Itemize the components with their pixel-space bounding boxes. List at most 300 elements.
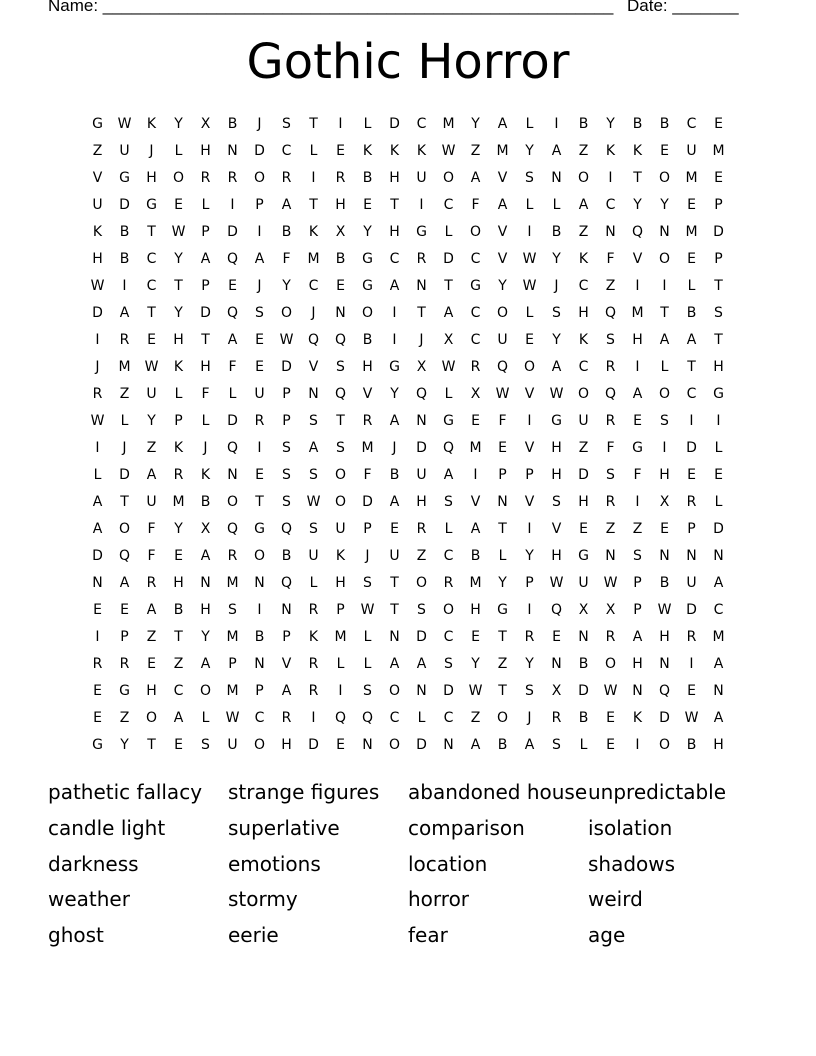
grid-letter: B (389, 467, 400, 483)
grid-letter: D (686, 440, 697, 456)
grid-letter: D (578, 683, 589, 699)
grid-letter: S (363, 683, 372, 699)
grid-letter: Y (390, 386, 399, 402)
grid-letter: J (203, 440, 208, 456)
grid-letter: M (118, 359, 131, 375)
grid-letter: K (335, 548, 346, 564)
grid-letter: B (362, 332, 373, 348)
grid-letter: Z (578, 143, 589, 159)
grid-letter: G (92, 116, 103, 132)
grid-letter: D (443, 683, 454, 699)
grid-letter: T (498, 629, 507, 645)
grid-letter: J (365, 548, 370, 564)
grid-letter: S (714, 305, 723, 321)
grid-letter: Q (550, 602, 563, 618)
grid-letter: K (632, 143, 643, 159)
grid-letter: V (551, 521, 562, 537)
grid-letter: E (606, 710, 615, 726)
grid-row (84, 381, 732, 408)
grid-letter: P (201, 224, 210, 240)
grid-letter: I (230, 197, 235, 213)
grid-letter: H (335, 197, 346, 213)
grid-letter: V (497, 170, 508, 186)
grid-letter: Q (334, 710, 347, 726)
grid-letter: D (686, 602, 697, 618)
grid-letter: O (361, 305, 374, 321)
grid-letter: A (686, 332, 697, 348)
grid-letter: U (686, 143, 697, 159)
grid-letter: A (308, 440, 319, 456)
grid-letter: N (659, 548, 670, 564)
grid-row (84, 435, 732, 462)
grid-letter: T (120, 494, 129, 510)
grid-letter: P (255, 683, 264, 699)
grid-letter: D (92, 548, 103, 564)
grid-letter: M (361, 440, 374, 456)
grid-row (84, 705, 732, 732)
grid-letter: C (443, 710, 454, 726)
grid-letter: E (687, 251, 696, 267)
grid-letter: S (201, 737, 210, 753)
name-field-label: Name: ______________________________________________________ (48, 0, 614, 15)
grid-letter: E (498, 440, 507, 456)
grid-letter: E (714, 170, 723, 186)
grid-letter: Y (201, 629, 210, 645)
grid-letter: B (497, 737, 508, 753)
grid-letter: A (389, 413, 400, 429)
grid-letter: T (498, 521, 507, 537)
grid-letter: S (282, 467, 291, 483)
grid-letter: B (227, 116, 238, 132)
word-list-item: shadows (588, 851, 676, 876)
grid-letter: N (227, 467, 238, 483)
grid-letter: D (713, 521, 724, 537)
grid-letter: A (497, 197, 508, 213)
grid-row (84, 597, 732, 624)
word-list-item: ghost (48, 923, 104, 948)
grid-letter: H (92, 251, 103, 267)
grid-letter: R (605, 413, 616, 429)
grid-letter: O (469, 224, 482, 240)
grid-letter: Q (118, 548, 131, 564)
grid-letter: N (227, 143, 238, 159)
grid-letter: P (363, 521, 372, 537)
grid-letter: X (416, 359, 427, 375)
grid-letter: D (443, 251, 454, 267)
grid-letter: Y (282, 278, 291, 294)
grid-letter: G (497, 602, 508, 618)
grid-row (84, 408, 732, 435)
grid-letter: L (444, 521, 453, 537)
grid-letter: L (525, 116, 534, 132)
grid-letter: U (308, 548, 319, 564)
word-list-item: strange figures (228, 780, 380, 804)
grid-letter: F (363, 467, 372, 483)
grid-row (84, 651, 732, 678)
grid-letter: C (146, 278, 157, 294)
grid-letter: Y (471, 116, 480, 132)
grid-letter: E (579, 521, 588, 537)
grid-letter: B (281, 548, 292, 564)
grid-letter: U (227, 737, 238, 753)
grid-letter: H (389, 224, 400, 240)
grid-letter: S (336, 359, 345, 375)
grid-letter: K (605, 143, 616, 159)
grid-letter: A (713, 656, 724, 672)
grid-letter: B (335, 251, 346, 267)
grid-letter: Y (174, 251, 183, 267)
grid-letter: E (147, 656, 156, 672)
grid-letter: B (578, 656, 589, 672)
grid-letter: K (92, 224, 103, 240)
grid-letter: S (282, 494, 291, 510)
grid-letter: E (687, 683, 696, 699)
grid-letter: B (659, 575, 670, 591)
grid-letter: F (147, 521, 156, 537)
grid-letter: T (390, 602, 399, 618)
word-list-item: comparison (408, 815, 525, 840)
grid-letter: V (362, 386, 373, 402)
grid-letter: H (551, 548, 562, 564)
grid-letter: I (716, 413, 721, 429)
grid-letter: O (199, 683, 212, 699)
grid-letter: R (335, 170, 346, 186)
grid-letter: P (336, 602, 345, 618)
word-list-item: pathetic fallacy (48, 780, 203, 804)
grid-letter: M (469, 440, 482, 456)
grid-letter: A (389, 494, 400, 510)
word-search-grid (84, 111, 732, 759)
grid-letter: A (497, 116, 508, 132)
grid-letter: Q (280, 575, 293, 591)
grid-letter: M (226, 683, 239, 699)
grid-letter: O (604, 656, 617, 672)
grid-letter: S (228, 602, 237, 618)
grid-letter: E (228, 278, 237, 294)
grid-letter: U (389, 548, 400, 564)
grid-letter: N (632, 683, 643, 699)
grid-letter: L (228, 386, 237, 402)
grid-letter: Q (604, 305, 617, 321)
grid-letter: P (714, 251, 723, 267)
grid-letter: J (311, 305, 316, 321)
grid-letter: L (120, 413, 129, 429)
grid-letter: P (282, 386, 291, 402)
grid-letter: S (363, 575, 372, 591)
grid-letter: P (687, 521, 696, 537)
grid-letter: I (311, 170, 316, 186)
grid-letter: I (392, 332, 397, 348)
grid-letter: L (201, 710, 210, 726)
grid-letter: G (470, 278, 481, 294)
grid-letter: J (257, 278, 262, 294)
grid-letter: E (147, 332, 156, 348)
grid-letter: S (309, 413, 318, 429)
word-list-item: unpredictable (588, 780, 727, 804)
grid-letter: G (254, 521, 265, 537)
grid-letter: T (174, 278, 183, 294)
grid-letter: T (390, 575, 399, 591)
grid-letter: N (308, 386, 319, 402)
grid-letter: R (362, 413, 373, 429)
grid-letter: A (416, 656, 427, 672)
grid-letter: H (659, 467, 670, 483)
grid-letter: N (335, 305, 346, 321)
grid-letter: F (228, 359, 237, 375)
grid-letter: R (686, 629, 697, 645)
grid-letter: L (201, 197, 210, 213)
grid-letter: N (281, 602, 292, 618)
grid-letter: N (389, 629, 400, 645)
grid-letter: Z (173, 656, 184, 672)
grid-letter: O (172, 170, 185, 186)
grid-letter: Q (226, 251, 239, 267)
grid-letter: J (149, 143, 154, 159)
word-list-item: superlative (228, 815, 340, 840)
grid-letter: Q (280, 521, 293, 537)
grid-letter: I (473, 467, 478, 483)
grid-row (84, 327, 732, 354)
word-list (48, 776, 768, 955)
grid-letter: S (606, 467, 615, 483)
grid-letter: L (174, 386, 183, 402)
grid-letter: N (686, 548, 697, 564)
grid-letter: Q (631, 224, 644, 240)
grid-letter: V (524, 494, 535, 510)
grid-letter: E (660, 521, 669, 537)
grid-letter: K (632, 710, 643, 726)
grid-letter: J (527, 710, 532, 726)
grid-letter: D (254, 143, 265, 159)
grid-letter: W (441, 359, 456, 375)
grid-letter: B (686, 737, 697, 753)
grid-row (84, 273, 732, 300)
grid-letter: Z (470, 710, 481, 726)
grid-letter: S (660, 413, 669, 429)
grid-letter: S (444, 494, 453, 510)
grid-letter: I (95, 332, 100, 348)
grid-letter: L (309, 575, 318, 591)
grid-letter: Y (552, 332, 561, 348)
grid-letter: Q (334, 332, 347, 348)
grid-letter: E (390, 521, 399, 537)
grid-letter: A (254, 251, 265, 267)
grid-letter: D (362, 494, 373, 510)
grid-letter: E (714, 116, 723, 132)
grid-letter: B (659, 116, 670, 132)
grid-letter: S (552, 305, 561, 321)
grid-letter: G (713, 386, 724, 402)
grid-letter: Q (307, 332, 320, 348)
grid-letter: A (281, 683, 292, 699)
grid-letter: U (92, 197, 103, 213)
grid-row (84, 732, 732, 759)
grid-letter: V (308, 359, 319, 375)
grid-letter: L (363, 656, 372, 672)
grid-letter: U (416, 170, 427, 186)
grid-letter: S (552, 494, 561, 510)
grid-letter: V (524, 440, 535, 456)
grid-letter: M (226, 629, 239, 645)
word-list-item: abandoned house (408, 780, 588, 804)
grid-letter: P (201, 278, 210, 294)
grid-letter: G (389, 359, 400, 375)
grid-letter: H (416, 494, 427, 510)
grid-letter: D (281, 359, 292, 375)
grid-letter: T (201, 332, 210, 348)
grid-letter: M (712, 143, 725, 159)
grid-letter: I (608, 170, 613, 186)
grid-letter: A (146, 602, 157, 618)
grid-letter: D (578, 467, 589, 483)
grid-letter: G (578, 548, 589, 564)
grid-letter: S (417, 602, 426, 618)
grid-letter: S (633, 548, 642, 564)
grid-letter: A (173, 710, 184, 726)
grid-letter: H (551, 467, 562, 483)
grid-letter: R (308, 602, 319, 618)
grid-letter: I (392, 305, 397, 321)
grid-letter: X (200, 116, 211, 132)
grid-letter: E (120, 602, 129, 618)
grid-letter: T (174, 629, 183, 645)
grid-letter: E (525, 332, 534, 348)
grid-letter: A (389, 278, 400, 294)
grid-letter: Z (92, 143, 103, 159)
grid-letter: Y (147, 413, 156, 429)
grid-letter: K (416, 143, 427, 159)
grid-letter: W (522, 278, 537, 294)
grid-letter: F (201, 386, 210, 402)
grid-letter: I (689, 656, 694, 672)
grid-letter: L (525, 305, 534, 321)
grid-letter: R (605, 359, 616, 375)
grid-letter: C (146, 251, 157, 267)
grid-letter: Q (334, 386, 347, 402)
grid-letter: C (578, 359, 589, 375)
grid-letter: Z (119, 710, 130, 726)
grid-letter: C (713, 602, 724, 618)
grid-letter: J (419, 332, 424, 348)
grid-letter: G (119, 170, 130, 186)
grid-letter: Y (525, 656, 534, 672)
grid-letter: W (603, 683, 618, 699)
grid-letter: K (200, 467, 211, 483)
grid-letter: B (686, 305, 697, 321)
grid-letter: O (442, 170, 455, 186)
grid-letter: S (309, 521, 318, 537)
grid-letter: G (443, 413, 454, 429)
grid-letter: T (147, 737, 156, 753)
grid-letter: E (255, 332, 264, 348)
grid-letter: C (173, 683, 184, 699)
grid-letter: O (253, 737, 266, 753)
grid-letter: F (471, 197, 480, 213)
grid-letter: W (306, 494, 321, 510)
grid-letter: W (549, 575, 564, 591)
grid-letter: I (554, 116, 559, 132)
grid-letter: I (689, 413, 694, 429)
grid-letter: E (687, 197, 696, 213)
grid-letter: N (713, 683, 724, 699)
grid-letter: L (552, 197, 561, 213)
grid-letter: Y (633, 197, 642, 213)
grid-letter: F (282, 251, 291, 267)
grid-letter: C (281, 143, 292, 159)
grid-letter: J (554, 278, 559, 294)
grid-letter: E (255, 467, 264, 483)
grid-letter: A (524, 737, 535, 753)
grid-letter: H (713, 737, 724, 753)
grid-letter: R (200, 170, 211, 186)
grid-letter: I (662, 440, 667, 456)
grid-letter: B (200, 494, 211, 510)
grid-row (84, 138, 732, 165)
grid-letter: U (146, 494, 157, 510)
grid-letter: W (117, 116, 132, 132)
grid-letter: P (525, 575, 534, 591)
grid-letter: Y (498, 575, 507, 591)
grid-letter: O (253, 548, 266, 564)
grid-letter: H (281, 737, 292, 753)
grid-letter: R (470, 359, 481, 375)
grid-letter: V (524, 386, 535, 402)
grid-letter: W (360, 602, 375, 618)
grid-letter: E (255, 359, 264, 375)
grid-letter: V (497, 224, 508, 240)
grid-letter: K (389, 143, 400, 159)
grid-letter: P (633, 575, 642, 591)
grid-letter: M (685, 170, 698, 186)
grid-letter: L (417, 710, 426, 726)
grid-letter: Y (174, 521, 183, 537)
grid-letter: L (201, 413, 210, 429)
grid-letter: A (200, 548, 211, 564)
grid-letter: B (119, 224, 130, 240)
grid-letter: O (415, 575, 428, 591)
grid-letter: O (253, 170, 266, 186)
grid-row (84, 219, 732, 246)
grid-letter: R (146, 575, 157, 591)
grid-letter: D (200, 305, 211, 321)
grid-letter: I (419, 197, 424, 213)
grid-letter: F (498, 413, 507, 429)
grid-letter: A (443, 467, 454, 483)
grid-letter: Z (416, 548, 427, 564)
word-list-item: stormy (228, 887, 298, 912)
grid-letter: N (713, 548, 724, 564)
grid-letter: D (227, 224, 238, 240)
grid-letter: G (92, 737, 103, 753)
grid-letter: V (281, 656, 292, 672)
grid-letter: C (686, 386, 697, 402)
grid-letter: T (444, 278, 453, 294)
grid-letter: K (578, 251, 589, 267)
grid-letter: N (659, 656, 670, 672)
grid-letter: X (200, 521, 211, 537)
grid-letter: R (308, 683, 319, 699)
word-list-item: weird (588, 887, 643, 912)
grid-letter: W (90, 278, 105, 294)
word-list-item: isolation (588, 815, 673, 840)
grid-letter: Z (470, 143, 481, 159)
grid-row (84, 624, 732, 651)
grid-letter: C (605, 197, 616, 213)
grid-letter: M (496, 143, 509, 159)
grid-letter: K (308, 224, 319, 240)
grid-letter: A (659, 332, 670, 348)
grid-letter: Z (497, 656, 508, 672)
